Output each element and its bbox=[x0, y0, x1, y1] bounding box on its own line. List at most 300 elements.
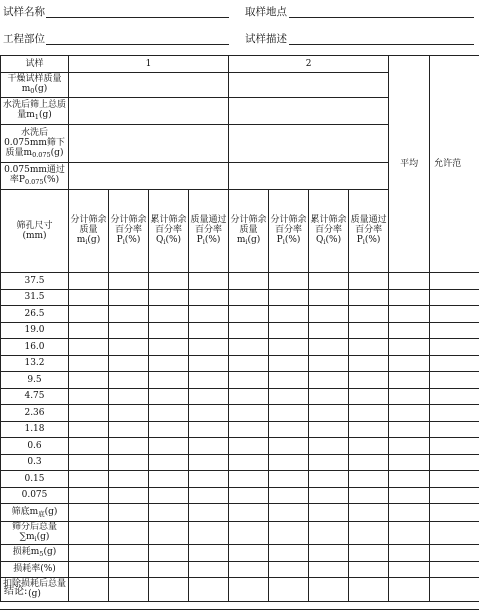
col-head-sub: i bbox=[323, 238, 326, 246]
data-cell[interactable] bbox=[69, 471, 109, 488]
data-cell[interactable] bbox=[69, 487, 109, 504]
col-head-text: 分计筛余百分率P bbox=[270, 215, 307, 245]
washed-mass-1-cell[interactable] bbox=[69, 98, 229, 125]
data-cell[interactable] bbox=[189, 454, 229, 471]
washed-mass-sub: 1 bbox=[34, 113, 39, 121]
dry-mass-sub: 0 bbox=[30, 87, 35, 95]
summary-label bbox=[1, 562, 69, 578]
data-cell[interactable] bbox=[389, 438, 430, 455]
data-cell[interactable] bbox=[389, 273, 430, 290]
data-cell[interactable] bbox=[109, 562, 149, 578]
data-cell[interactable] bbox=[189, 504, 229, 522]
col-head-sub: i bbox=[163, 238, 166, 246]
data-cell[interactable] bbox=[430, 405, 479, 422]
data-cell[interactable] bbox=[430, 487, 479, 504]
col-head-unit: (%) bbox=[364, 235, 381, 245]
sieve-size-cell: 0.075 bbox=[1, 487, 69, 504]
col-head-text: 质量通过百分率P bbox=[190, 215, 227, 245]
data-cell[interactable] bbox=[69, 545, 109, 562]
data-cell[interactable] bbox=[389, 504, 430, 522]
data-cell[interactable] bbox=[389, 322, 430, 339]
sampling-site-label: 取样地点 bbox=[245, 6, 287, 18]
sieve-size-text: 筛孔尺寸 bbox=[16, 221, 53, 231]
data-cell[interactable] bbox=[349, 487, 389, 504]
washed-fine-text: 水洗后0.075mm筛下质量m bbox=[4, 127, 65, 158]
data-cell[interactable] bbox=[69, 454, 109, 471]
data-cell[interactable] bbox=[229, 578, 269, 602]
data-cell[interactable] bbox=[69, 306, 109, 323]
pass-rate-text: 0.075mm通过率P bbox=[4, 165, 65, 185]
data-cell[interactable] bbox=[430, 289, 479, 306]
data-cell[interactable] bbox=[269, 504, 309, 522]
col-head-sub: i bbox=[245, 238, 248, 246]
summary-unit: (g) bbox=[43, 547, 57, 557]
col-head-unit: (%) bbox=[284, 235, 301, 245]
data-cell[interactable] bbox=[69, 372, 109, 389]
data-cell[interactable] bbox=[149, 487, 189, 504]
summary-unit: (g) bbox=[36, 532, 50, 542]
data-cell[interactable] bbox=[430, 339, 479, 356]
col-head-text: 质量通过百分率P bbox=[350, 215, 387, 245]
data-cell[interactable] bbox=[149, 438, 189, 455]
data-cell[interactable] bbox=[309, 306, 349, 323]
data-cell[interactable] bbox=[69, 355, 109, 372]
data-cell[interactable] bbox=[389, 471, 430, 488]
summary-unit: (g) bbox=[44, 506, 58, 517]
data-cell[interactable] bbox=[430, 522, 479, 545]
data-cell[interactable] bbox=[309, 322, 349, 339]
col-head-unit: (%) bbox=[325, 235, 342, 245]
data-cell[interactable] bbox=[349, 289, 389, 306]
data-cell[interactable] bbox=[149, 522, 189, 545]
data-cell[interactable] bbox=[309, 405, 349, 422]
data-cell[interactable] bbox=[109, 421, 149, 438]
data-cell[interactable] bbox=[309, 487, 349, 504]
data-cell[interactable] bbox=[389, 454, 430, 471]
sieve-size-header bbox=[1, 190, 69, 273]
washed-fine-2-cell[interactable] bbox=[229, 125, 389, 163]
data-cell[interactable] bbox=[229, 388, 269, 405]
data-cell[interactable] bbox=[189, 273, 229, 290]
sieve-size-cell: 9.5 bbox=[1, 372, 69, 389]
summary-row bbox=[1, 504, 479, 522]
sample-name-field[interactable] bbox=[46, 17, 229, 18]
data-cell[interactable] bbox=[349, 388, 389, 405]
data-cell[interactable] bbox=[189, 289, 229, 306]
data-cell[interactable] bbox=[149, 372, 189, 389]
data-cell[interactable] bbox=[349, 322, 389, 339]
data-cell[interactable] bbox=[69, 562, 109, 578]
data-cell[interactable] bbox=[349, 545, 389, 562]
data-cell[interactable] bbox=[389, 545, 430, 562]
data-cell[interactable] bbox=[309, 454, 349, 471]
sieve-size-cell: 16.0 bbox=[1, 339, 69, 356]
summary-row bbox=[1, 578, 479, 602]
data-cell[interactable] bbox=[149, 421, 189, 438]
data-cell[interactable] bbox=[430, 454, 479, 471]
data-cell[interactable] bbox=[309, 578, 349, 602]
data-cell[interactable] bbox=[69, 438, 109, 455]
data-cell[interactable] bbox=[269, 306, 309, 323]
data-cell[interactable] bbox=[149, 339, 189, 356]
data-cell[interactable] bbox=[189, 355, 229, 372]
data-cell[interactable] bbox=[229, 322, 269, 339]
data-cell[interactable] bbox=[269, 372, 309, 389]
sieve-size-cell: 0.3 bbox=[1, 454, 69, 471]
data-cell[interactable] bbox=[269, 355, 309, 372]
washed-fine-unit: (g) bbox=[50, 147, 64, 158]
data-cell[interactable] bbox=[389, 578, 430, 602]
data-cell[interactable] bbox=[149, 273, 189, 290]
sample-label-cell: 试样 bbox=[1, 56, 69, 73]
data-cell[interactable] bbox=[109, 454, 149, 471]
data-cell[interactable] bbox=[269, 578, 309, 602]
summary-label bbox=[1, 522, 69, 545]
data-cell[interactable] bbox=[229, 289, 269, 306]
pass-rate-sub: 0.075 bbox=[24, 178, 44, 186]
data-cell[interactable] bbox=[269, 522, 309, 545]
data-cell[interactable] bbox=[229, 355, 269, 372]
sieve-size-cell: 37.5 bbox=[1, 273, 69, 290]
washed-mass-label bbox=[1, 98, 69, 125]
data-cell[interactable] bbox=[309, 421, 349, 438]
pass-rate-1-cell[interactable] bbox=[69, 163, 229, 190]
data-cell[interactable] bbox=[269, 471, 309, 488]
dry-mass-text: 干燥试样质量m bbox=[7, 74, 62, 94]
data-cell[interactable] bbox=[69, 522, 109, 545]
sieve-row bbox=[1, 372, 479, 389]
data-cell[interactable] bbox=[430, 504, 479, 522]
col-head-unit: (g) bbox=[247, 235, 261, 245]
data-cell[interactable] bbox=[69, 421, 109, 438]
data-cell[interactable] bbox=[349, 339, 389, 356]
data-cell[interactable] bbox=[389, 522, 430, 545]
sieve-row bbox=[1, 339, 479, 356]
data-cell[interactable] bbox=[189, 487, 229, 504]
data-cell[interactable] bbox=[109, 522, 149, 545]
col-head-text: 分计筛余百分率P bbox=[110, 215, 147, 245]
data-cell[interactable] bbox=[229, 504, 269, 522]
data-cell[interactable] bbox=[149, 306, 189, 323]
col-head-sub: i bbox=[122, 238, 125, 246]
data-cell[interactable] bbox=[189, 438, 229, 455]
sieve-size-cell: 19.0 bbox=[1, 322, 69, 339]
data-cell[interactable] bbox=[189, 306, 229, 323]
data-cell[interactable] bbox=[189, 471, 229, 488]
data-cell[interactable] bbox=[109, 372, 149, 389]
sieve-row bbox=[1, 405, 479, 422]
data-cell[interactable] bbox=[349, 454, 389, 471]
sieve-size-cell: 4.75 bbox=[1, 388, 69, 405]
data-cell[interactable] bbox=[309, 388, 349, 405]
data-cell[interactable] bbox=[109, 306, 149, 323]
data-cell[interactable] bbox=[69, 289, 109, 306]
sieve-size-cell: 26.5 bbox=[1, 306, 69, 323]
sieve-row bbox=[1, 471, 479, 488]
sample-1-header: 1 bbox=[69, 56, 229, 73]
data-cell[interactable] bbox=[189, 562, 229, 578]
sieve-size-cell: 2.36 bbox=[1, 405, 69, 422]
data-cell[interactable] bbox=[229, 454, 269, 471]
data-cell[interactable] bbox=[430, 562, 479, 578]
data-cell[interactable] bbox=[389, 289, 430, 306]
data-cell[interactable] bbox=[229, 562, 269, 578]
data-cell[interactable] bbox=[189, 578, 229, 602]
dry-mass-1-cell[interactable] bbox=[69, 73, 229, 98]
dry-mass-2-cell[interactable] bbox=[229, 73, 389, 98]
sample-2-header: 2 bbox=[229, 56, 389, 73]
washed-fine-sub: 0.075 bbox=[32, 150, 51, 159]
washed-mass-2-cell[interactable] bbox=[229, 98, 389, 125]
data-cell[interactable] bbox=[149, 322, 189, 339]
data-cell[interactable] bbox=[389, 355, 430, 372]
data-cell[interactable] bbox=[309, 372, 349, 389]
data-cell[interactable] bbox=[430, 372, 479, 389]
data-cell[interactable] bbox=[109, 339, 149, 356]
data-cell[interactable] bbox=[389, 388, 430, 405]
data-cell[interactable] bbox=[269, 562, 309, 578]
data-cell[interactable] bbox=[229, 522, 269, 545]
data-cell[interactable] bbox=[229, 545, 269, 562]
data-cell[interactable] bbox=[69, 504, 109, 522]
sieve-row bbox=[1, 273, 479, 290]
data-cell[interactable] bbox=[349, 355, 389, 372]
data-cell[interactable] bbox=[109, 545, 149, 562]
data-cell[interactable] bbox=[349, 504, 389, 522]
data-cell[interactable] bbox=[389, 562, 430, 578]
dry-mass-label bbox=[1, 73, 69, 98]
data-cell[interactable] bbox=[430, 306, 479, 323]
bottom-border bbox=[0, 609, 479, 610]
washed-fine-1-cell[interactable] bbox=[69, 125, 229, 163]
project-part-label: 工程部位 bbox=[3, 33, 45, 45]
data-cell[interactable] bbox=[149, 355, 189, 372]
data-cell[interactable] bbox=[189, 372, 229, 389]
sieve-size-cell: 1.18 bbox=[1, 421, 69, 438]
data-cell[interactable] bbox=[389, 372, 430, 389]
col-head-sub: i bbox=[282, 238, 285, 246]
data-cell[interactable] bbox=[69, 339, 109, 356]
data-cell[interactable] bbox=[389, 405, 430, 422]
summary-text: 筛底m bbox=[11, 506, 39, 517]
tolerance-header: 允许范 bbox=[430, 56, 479, 273]
sample-desc-field[interactable] bbox=[289, 44, 474, 45]
dry-mass-unit: (g) bbox=[34, 84, 48, 94]
data-cell[interactable] bbox=[269, 388, 309, 405]
data-cell[interactable] bbox=[229, 405, 269, 422]
data-cell[interactable] bbox=[269, 405, 309, 422]
data-cell[interactable] bbox=[430, 273, 479, 290]
data-cell[interactable] bbox=[229, 273, 269, 290]
data-cell[interactable] bbox=[389, 421, 430, 438]
pass-rate-2-cell[interactable] bbox=[229, 163, 389, 190]
data-cell[interactable] bbox=[229, 339, 269, 356]
data-cell[interactable] bbox=[430, 388, 479, 405]
data-cell[interactable] bbox=[430, 421, 479, 438]
data-cell[interactable] bbox=[349, 438, 389, 455]
sieve-row bbox=[1, 388, 479, 405]
sieve-size-cell: 31.5 bbox=[1, 289, 69, 306]
data-cell[interactable] bbox=[309, 562, 349, 578]
data-cell[interactable] bbox=[229, 438, 269, 455]
data-cell[interactable] bbox=[269, 454, 309, 471]
data-cell[interactable] bbox=[189, 405, 229, 422]
summary-text: 筛分后总量∑m bbox=[11, 522, 57, 542]
col-head-unit: (%) bbox=[124, 235, 141, 245]
data-cell[interactable] bbox=[430, 471, 479, 488]
data-cell[interactable] bbox=[389, 487, 430, 504]
data-cell[interactable] bbox=[149, 504, 189, 522]
data-cell[interactable] bbox=[149, 388, 189, 405]
data-cell[interactable] bbox=[349, 273, 389, 290]
data-cell[interactable] bbox=[109, 405, 149, 422]
washed-fine-label bbox=[1, 125, 69, 163]
data-cell[interactable] bbox=[69, 322, 109, 339]
data-cell[interactable] bbox=[189, 388, 229, 405]
data-cell[interactable] bbox=[189, 322, 229, 339]
data-cell[interactable] bbox=[389, 306, 430, 323]
data-cell[interactable] bbox=[269, 273, 309, 290]
data-cell[interactable] bbox=[149, 562, 189, 578]
data-cell[interactable] bbox=[109, 289, 149, 306]
data-cell[interactable] bbox=[189, 339, 229, 356]
col-head-s2-retained-pct bbox=[269, 190, 309, 273]
col-head-s2-passing-pct bbox=[349, 190, 389, 273]
sieve-row bbox=[1, 289, 479, 306]
data-cell[interactable] bbox=[149, 289, 189, 306]
data-cell[interactable] bbox=[189, 421, 229, 438]
col-head-s1-retained-mass bbox=[69, 190, 109, 273]
data-cell[interactable] bbox=[269, 289, 309, 306]
data-cell[interactable] bbox=[109, 438, 149, 455]
data-cell[interactable] bbox=[109, 487, 149, 504]
sieve-row bbox=[1, 421, 479, 438]
data-cell[interactable] bbox=[349, 562, 389, 578]
col-head-text: 累计筛余百分率Q bbox=[150, 215, 187, 245]
data-cell[interactable] bbox=[189, 522, 229, 545]
data-cell[interactable] bbox=[309, 504, 349, 522]
sieve-row bbox=[1, 322, 479, 339]
data-cell[interactable] bbox=[229, 421, 269, 438]
data-cell[interactable] bbox=[229, 306, 269, 323]
sieve-size-cell: 13.2 bbox=[1, 355, 69, 372]
col-head-text: 累计筛余百分率Q bbox=[310, 215, 347, 245]
data-cell[interactable] bbox=[430, 355, 479, 372]
data-cell[interactable] bbox=[389, 339, 430, 356]
col-head-s2-cum-retained-pct bbox=[309, 190, 349, 273]
data-cell[interactable] bbox=[349, 578, 389, 602]
col-head-s1-cum-retained-pct bbox=[149, 190, 189, 273]
summary-text: 扣除损耗后总量(g) bbox=[2, 578, 66, 599]
summary-text: 损耗m bbox=[12, 547, 40, 557]
col-head-text: 分计筛余质量m bbox=[70, 215, 107, 245]
data-cell[interactable] bbox=[430, 322, 479, 339]
data-cell[interactable] bbox=[69, 388, 109, 405]
data-cell[interactable] bbox=[69, 273, 109, 290]
data-cell[interactable] bbox=[309, 289, 349, 306]
col-head-unit: (%) bbox=[165, 235, 182, 245]
data-cell[interactable] bbox=[109, 273, 149, 290]
data-cell[interactable] bbox=[309, 355, 349, 372]
summary-label bbox=[1, 504, 69, 522]
data-cell[interactable] bbox=[109, 578, 149, 602]
data-cell[interactable] bbox=[269, 438, 309, 455]
data-cell[interactable] bbox=[149, 405, 189, 422]
data-cell[interactable] bbox=[149, 454, 189, 471]
data-cell[interactable] bbox=[309, 438, 349, 455]
data-cell[interactable] bbox=[349, 405, 389, 422]
sample-desc-label: 试样描述 bbox=[245, 33, 287, 45]
data-cell[interactable] bbox=[109, 355, 149, 372]
data-cell[interactable] bbox=[430, 438, 479, 455]
data-cell[interactable] bbox=[309, 545, 349, 562]
data-cell[interactable] bbox=[349, 471, 389, 488]
col-head-text: 分计筛余质量m bbox=[230, 215, 267, 245]
data-cell[interactable] bbox=[109, 322, 149, 339]
data-cell[interactable] bbox=[69, 578, 109, 602]
data-cell[interactable] bbox=[349, 421, 389, 438]
data-cell[interactable] bbox=[430, 578, 479, 602]
sampling-site-field[interactable] bbox=[289, 17, 474, 18]
data-cell[interactable] bbox=[229, 471, 269, 488]
data-cell[interactable] bbox=[109, 471, 149, 488]
washed-mass-text: 水洗后筛上总质量m bbox=[2, 100, 66, 120]
data-cell[interactable] bbox=[149, 578, 189, 602]
col-head-sub: i bbox=[362, 238, 365, 246]
data-cell[interactable] bbox=[269, 487, 309, 504]
data-cell[interactable] bbox=[229, 372, 269, 389]
summary-sub: 底 bbox=[38, 509, 45, 518]
data-cell[interactable] bbox=[349, 306, 389, 323]
col-head-s2-retained-mass bbox=[229, 190, 269, 273]
col-head-sub: i bbox=[85, 238, 88, 246]
summary-text: 损耗率(%) bbox=[13, 563, 56, 574]
average-header: 平均 bbox=[389, 56, 430, 273]
data-cell[interactable] bbox=[189, 545, 229, 562]
sieve-row bbox=[1, 438, 479, 455]
data-cell[interactable] bbox=[69, 405, 109, 422]
sample-name-label: 试样名称 bbox=[3, 6, 45, 18]
sieve-analysis-table bbox=[0, 55, 479, 602]
data-cell[interactable] bbox=[149, 545, 189, 562]
summary-row bbox=[1, 522, 479, 545]
data-cell[interactable] bbox=[349, 372, 389, 389]
data-cell[interactable] bbox=[149, 471, 189, 488]
data-cell[interactable] bbox=[229, 487, 269, 504]
data-cell[interactable] bbox=[109, 504, 149, 522]
data-cell[interactable] bbox=[349, 522, 389, 545]
col-head-s1-passing-pct bbox=[189, 190, 229, 273]
data-cell[interactable] bbox=[430, 545, 479, 562]
col-head-sub: i bbox=[202, 238, 205, 246]
sieve-size-cell: 0.15 bbox=[1, 471, 69, 488]
summary-label bbox=[1, 545, 69, 562]
data-cell[interactable] bbox=[109, 388, 149, 405]
data-cell[interactable] bbox=[269, 545, 309, 562]
sieve-row bbox=[1, 306, 479, 323]
summary-sub: 5 bbox=[39, 550, 44, 558]
data-cell[interactable] bbox=[309, 339, 349, 356]
summary-sub: i bbox=[34, 535, 37, 543]
data-cell[interactable] bbox=[269, 339, 309, 356]
data-cell[interactable] bbox=[309, 273, 349, 290]
data-cell[interactable] bbox=[309, 471, 349, 488]
project-part-field[interactable] bbox=[46, 44, 229, 45]
col-head-unit: (g) bbox=[87, 235, 101, 245]
data-cell[interactable] bbox=[309, 522, 349, 545]
data-cell[interactable] bbox=[269, 322, 309, 339]
data-cell[interactable] bbox=[269, 421, 309, 438]
